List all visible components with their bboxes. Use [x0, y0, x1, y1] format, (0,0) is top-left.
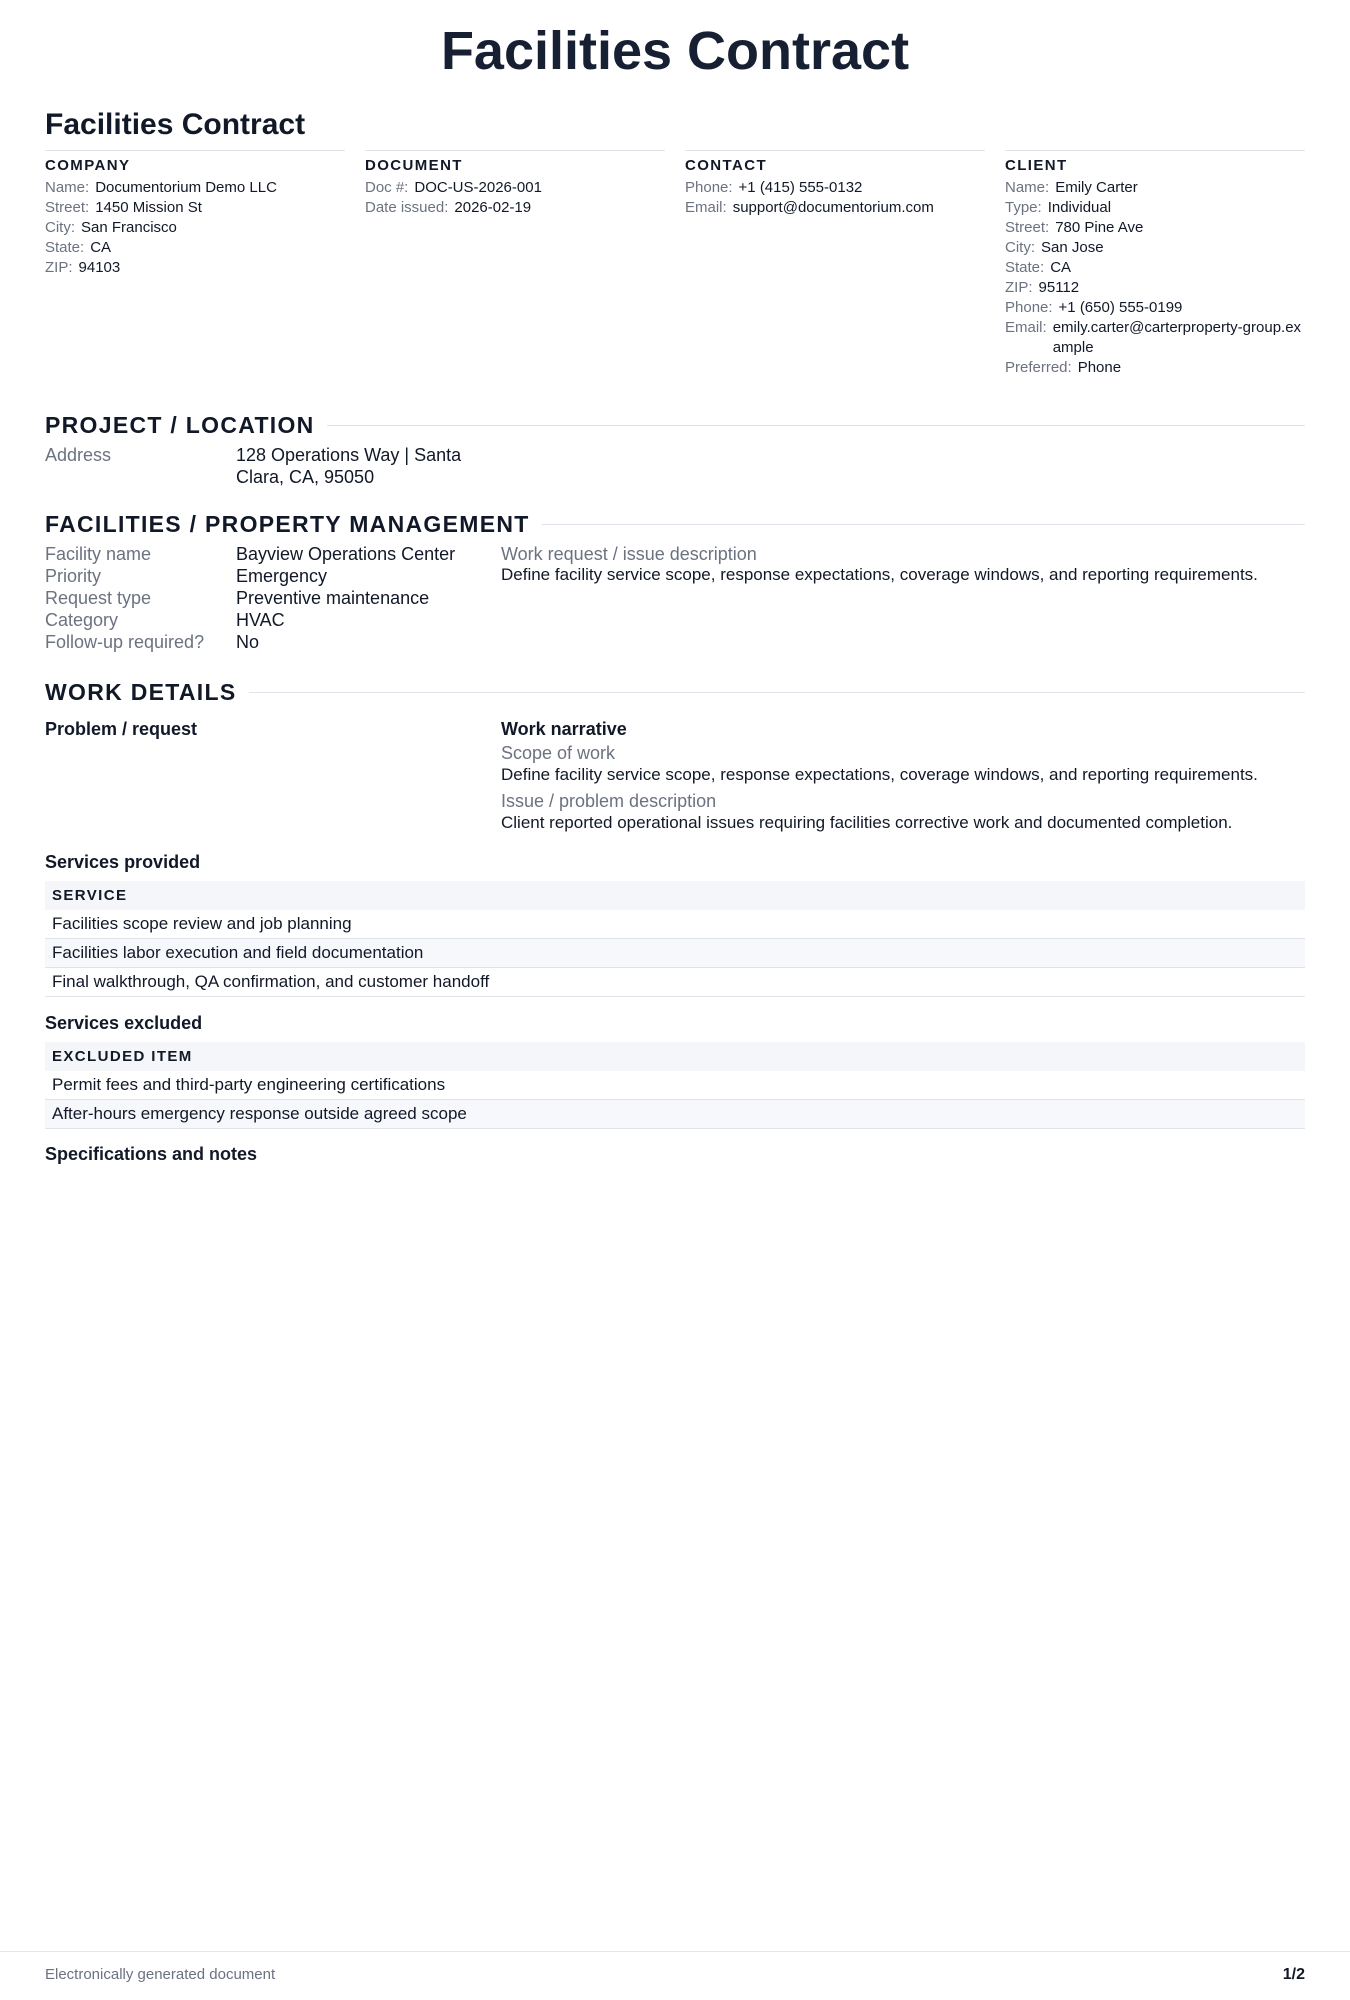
field-value: CA: [1050, 259, 1072, 276]
client-street-row: [1005, 218, 1305, 238]
field-value: CA: [90, 239, 112, 256]
company-state-row: [45, 238, 345, 258]
address-line-2: Clara, CA, 95050: [236, 467, 375, 487]
services-excluded-table: [45, 1042, 1305, 1129]
address-label: Address: [45, 445, 112, 465]
field-value: Emily Carter: [1055, 179, 1138, 196]
field-label: Follow-up required?: [45, 632, 205, 652]
section-title-text: WORK DETAILS: [45, 679, 237, 705]
field-label: Email:: [1005, 319, 1047, 336]
section-title-text: FACILITIES / PROPERTY MANAGEMENT: [45, 511, 530, 537]
company-heading: COMPANY: [45, 157, 131, 174]
field-label: Date issued:: [365, 199, 449, 216]
section-divider: [249, 692, 1306, 693]
client-name-row: [1005, 178, 1305, 198]
client-info: [1005, 150, 1305, 378]
field-value: Emergency: [236, 566, 328, 586]
field-value: 780 Pine Ave: [1055, 219, 1144, 236]
field-label: Phone:: [1005, 299, 1053, 316]
priority-row: [45, 565, 327, 587]
client-zip-row: [1005, 278, 1305, 298]
field-label: ZIP:: [45, 259, 73, 276]
specifications-title: Specifications and notes: [45, 1144, 258, 1164]
footer-note: Electronically generated document: [45, 1966, 276, 1983]
field-value: Preventive maintenance: [236, 588, 430, 608]
field-label: Name:: [1005, 179, 1050, 196]
field-label: State:: [45, 239, 85, 256]
contact-email-row: [685, 198, 985, 218]
table-row: Final walkthrough, QA confirmation, and customer handoff: [45, 968, 1305, 997]
address-value: [236, 444, 461, 488]
field-value: 2026-02-19: [454, 199, 532, 216]
table-header-service: SERVICE: [45, 881, 1305, 910]
work-request-text: Define facility service scope, response expectations, coverage windows, and reporting requirements.: [501, 565, 1258, 584]
request-type-row: [45, 587, 429, 609]
table-row: Facilities labor execution and field documentation: [45, 939, 1305, 968]
contact-phone-row: [685, 178, 985, 198]
section-divider: [542, 524, 1305, 525]
field-label: Priority: [45, 566, 102, 586]
work-narrative-label: Work narrative: [501, 719, 627, 739]
field-value: Phone: [1077, 359, 1122, 376]
table-row: Permit fees and third-party engineering certifications: [45, 1071, 1305, 1100]
work-request-label: Work request / issue description: [501, 544, 757, 564]
document-heading-label: DOCUMENT: [365, 157, 463, 174]
client-heading: CLIENT: [1005, 157, 1068, 174]
date-issued-row: [365, 198, 665, 218]
field-value: Documentorium Demo LLC: [95, 179, 277, 196]
scope-of-work-text: Define facility service scope, response expectations, coverage windows, and reporting requirements.: [501, 765, 1258, 784]
client-preferred-row: [1005, 358, 1305, 378]
footer-divider: [0, 1951, 1350, 1952]
table-row: After-hours emergency response outside agreed scope: [45, 1100, 1305, 1129]
field-value: +1 (650) 555-0199: [1058, 299, 1183, 316]
field-label: City:: [45, 219, 75, 236]
follow-up-row: [45, 631, 259, 653]
company-zip-row: [45, 258, 345, 278]
field-value: support@documentorium.com: [732, 199, 934, 216]
field-value: 94103: [78, 259, 121, 276]
client-state-row: [1005, 258, 1305, 278]
scope-of-work-label: Scope of work: [501, 743, 616, 763]
document-info: [365, 150, 665, 218]
contact-info: [685, 150, 985, 218]
project-section-title: [45, 410, 1305, 440]
field-label: Doc #:: [365, 179, 409, 196]
issue-description-text: Client reported operational issues requiring facilities corrective work and documented completion.: [501, 813, 1233, 832]
services-provided-table: [45, 881, 1305, 997]
field-label: State:: [1005, 259, 1045, 276]
category-row: [45, 609, 285, 631]
doc-number-row: [365, 178, 665, 198]
field-value: DOC-US-2026-001: [414, 179, 542, 196]
field-label: Facility name: [45, 544, 152, 564]
address-line-1: 128 Operations Way | Santa: [236, 445, 462, 465]
client-phone-row: [1005, 298, 1305, 318]
problem-request-label: Problem / request: [45, 719, 198, 739]
client-type-row: [1005, 198, 1305, 218]
page-number: 1/2: [1282, 1966, 1305, 1983]
field-label: Type:: [1005, 199, 1042, 216]
table-header-excluded-item: EXCLUDED ITEM: [45, 1042, 1305, 1071]
field-label: Email:: [685, 199, 727, 216]
field-label: ZIP:: [1005, 279, 1033, 296]
field-value: emily.carter@carterproperty-group.example: [1052, 319, 1302, 356]
field-value: San Jose: [1041, 239, 1104, 256]
address-row: [45, 444, 461, 488]
field-value: Individual: [1047, 199, 1112, 216]
client-city-row: [1005, 238, 1305, 258]
field-label: Category: [45, 610, 119, 630]
services-excluded-title: Services excluded: [45, 1013, 203, 1033]
services-provided-title: Services provided: [45, 852, 201, 872]
field-value: No: [236, 632, 260, 652]
contact-heading: CONTACT: [685, 157, 768, 174]
issue-description-label: Issue / problem description: [501, 791, 717, 811]
company-street-row: [45, 198, 345, 218]
field-label: Street:: [45, 199, 90, 216]
field-value: Bayview Operations Center: [236, 544, 456, 564]
work-details-section-title: [45, 677, 1305, 707]
section-divider: [327, 425, 1305, 426]
company-name-row: [45, 178, 345, 198]
field-label: Street:: [1005, 219, 1050, 236]
field-label: Name:: [45, 179, 90, 196]
field-value: 95112: [1038, 279, 1080, 296]
field-value: HVAC: [236, 610, 285, 630]
document-heading: Facilities Contract: [45, 108, 306, 141]
company-info: [45, 150, 345, 278]
field-value: +1 (415) 555-0132: [738, 179, 863, 196]
field-label: Request type: [45, 588, 152, 608]
field-value: 1450 Mission St: [95, 199, 202, 216]
facility-name-row: [45, 543, 455, 565]
section-title-text: PROJECT / LOCATION: [45, 412, 315, 438]
field-label: Preferred:: [1005, 359, 1072, 376]
field-label: City:: [1005, 239, 1035, 256]
facilities-section-title: [45, 509, 1305, 539]
field-label: Phone:: [685, 179, 733, 196]
field-value: San Francisco: [81, 219, 177, 236]
company-city-row: [45, 218, 345, 238]
client-email-row: [1005, 318, 1305, 358]
page-title: Facilities Contract: [440, 21, 910, 81]
table-row: Facilities scope review and job planning: [45, 910, 1305, 939]
